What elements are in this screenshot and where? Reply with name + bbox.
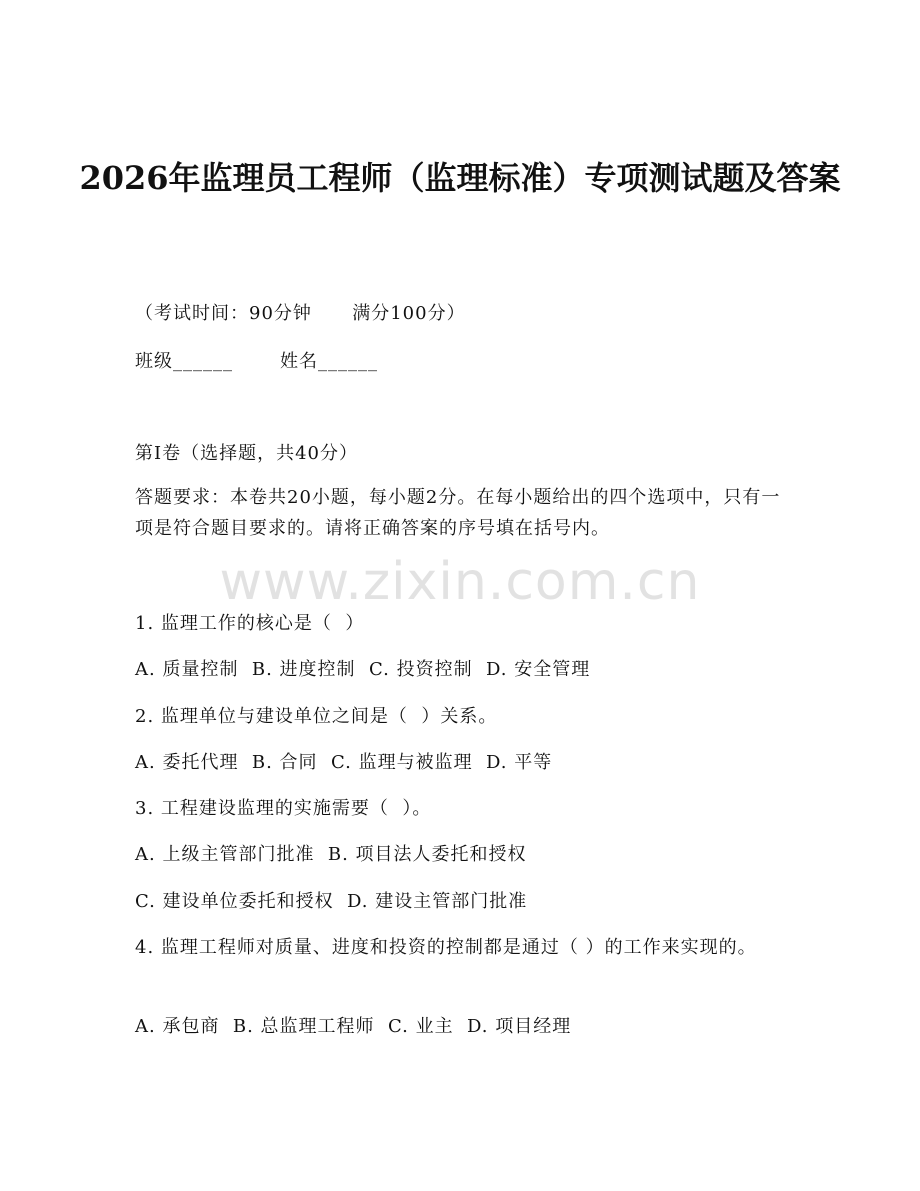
question-1-stem: 1. 监理工作的核心是（ ） xyxy=(135,613,365,634)
section-heading: 第I卷（选择题，共40分） xyxy=(135,443,359,464)
question-2-stem: 2. 监理单位与建设单位之间是（ ）关系。 xyxy=(135,706,498,727)
question-4-options: A. 承包商 B. 总监理工程师 C. 业主 D. 项目经理 xyxy=(135,1016,572,1037)
exam-info: （考试时间：90分钟 满分100分） xyxy=(135,303,466,324)
instructions: 答题要求：本卷共20小题，每小题2分。在每小题给出的四个选项中，只有一项是符合题目要求的。请将正确答案的序号填在括号内。 xyxy=(135,487,781,539)
question-3-stem: 3. 工程建设监理的实施需要（ ）。 xyxy=(135,798,432,819)
question-4-stem: 4. 监理工程师对质量、进度和投资的控制都是通过（ ）的工作来实现的。 xyxy=(135,937,757,958)
question-3-options-line-2: C. 建设单位委托和授权 D. 建设主管部门批准 xyxy=(135,891,528,912)
class-name-line: 班级______ 姓名______ xyxy=(135,351,379,372)
question-1-options: A. 质量控制 B. 进度控制 C. 投资控制 D. 安全管理 xyxy=(135,659,591,680)
watermark: www.zixin.com.cn xyxy=(219,552,701,612)
question-3-options-line-1: A. 上级主管部门批准 B. 项目法人委托和授权 xyxy=(135,844,527,865)
document-title: 2026年监理员工程师（监理标准）专项测试题及答案 xyxy=(79,159,841,197)
question-2-options: A. 委托代理 B. 合同 C. 监理与被监理 D. 平等 xyxy=(135,752,553,773)
